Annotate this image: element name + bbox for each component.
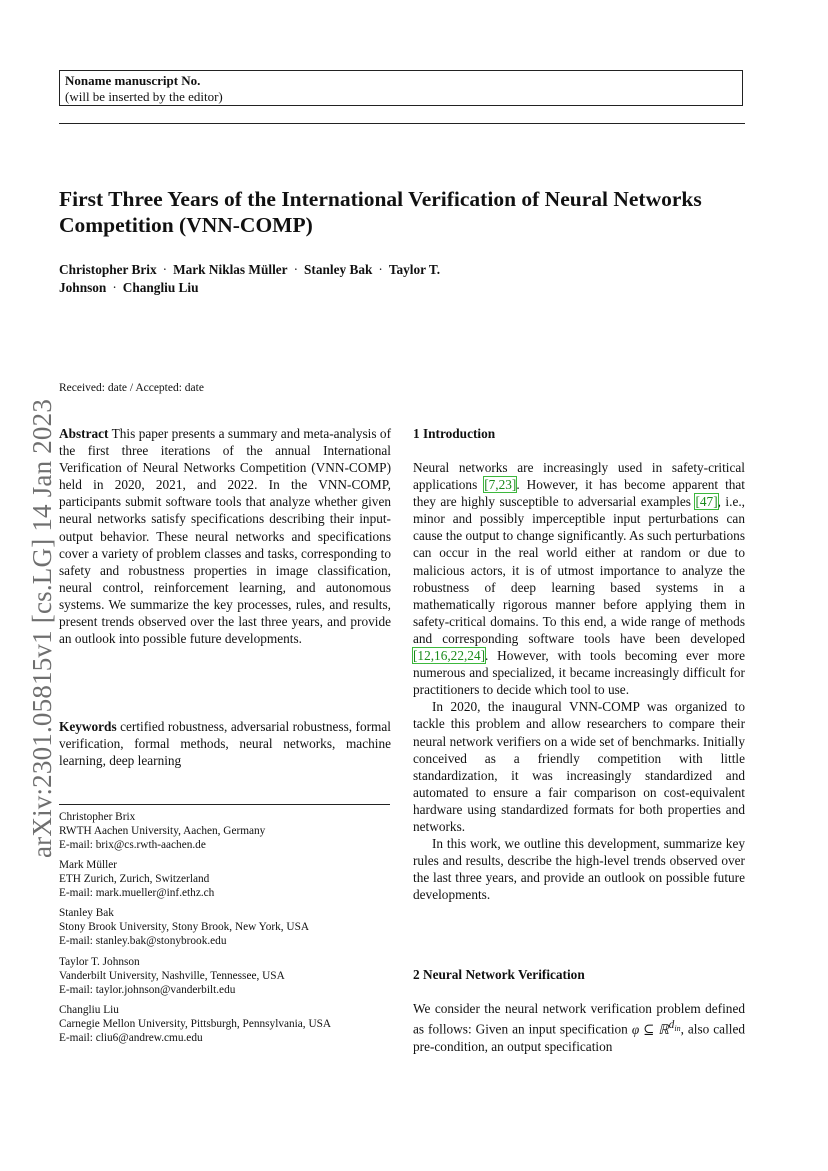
affiliation-institution: Vanderbilt University, Nashville, Tennessee, USA (59, 970, 285, 983)
paragraph-text: Neural networks are increasingly used in safety-critical applications (413, 460, 745, 493)
section-heading: 1 Introduction (413, 426, 496, 441)
affiliation-email[interactable]: E-mail: cliu6@andrew.cmu.edu (59, 1032, 203, 1045)
affiliation-block (59, 810, 399, 853)
manuscript-number: Noname manuscript No. (65, 73, 201, 88)
keywords-label: Keywords (59, 719, 117, 734)
author-separator: · (162, 262, 168, 277)
paragraph-text: , i.e., minor and possibly imperceptible input perturbations can cause the output to change significantly. As such perturbations can occur in the real world either at random or due to malicious actors, it is of utmost importance to analyze the robustness of deep learning based systems in a mathematically rigorous manner before applying them in safety-critical domains. To this end, a wide range of methods and corresponding software tools have been developed (413, 494, 746, 646)
affiliation-name: Taylor T. Johnson (59, 956, 140, 968)
editor-note: (will be inserted by the editor) (65, 89, 223, 104)
affiliation-institution: Carnegie Mellon University, Pittsburgh, Pennsylvania, USA (59, 1018, 332, 1031)
affiliation-name: Christopher Brix (59, 811, 136, 823)
abstract-label: Abstract (59, 426, 109, 441)
citation-link[interactable]: [12,16,22,24] (413, 648, 486, 664)
math-phi: φ ⊆ ℝ (631, 1021, 669, 1037)
affiliation-name: Changliu Liu (59, 1004, 119, 1016)
verification-section (413, 966, 745, 1055)
affiliation-institution: RWTH Aachen University, Aachen, Germany (59, 825, 266, 838)
affiliation-block (59, 1003, 399, 1046)
author-list (59, 261, 559, 297)
abstract-text: This paper presents a summary and meta-analysis of the first three iterations of the annual International Verification of Neural Networks Competition (VNN-COMP) held in 2020, 2021, and 2022. In the VNN-COMP, participants submit software tools that analyze whether given neural networks satisfy specifications describing their input-output behavior. These neural networks and specifications cover a variety of problem classes and tasks, corresponding to safety and robustness properties in image classification, neural control, reinforcement learning, and autonomous systems. We summarize the key processes, rules, and results, present trends observed over the last three years, and provide an outlook into possible future developments. (59, 426, 391, 647)
paragraph (413, 459, 745, 698)
paper-title: First Three Years of the International Verification of Neural Networks Competition (VNN-COMP) (59, 187, 702, 237)
paragraph-text: We consider the neural network verification problem defined as follows: Given an input specification (413, 1001, 745, 1037)
affiliation-email[interactable]: E-mail: taylor.johnson@vanderbilt.edu (59, 984, 236, 997)
author-name: Taylor T. (388, 262, 441, 277)
affiliation-block (59, 858, 399, 901)
received-date: Received: date / Accepted: date (59, 382, 204, 394)
paragraph-text: . However, with tools becoming ever more numerous and specialized, it became increasingly difficult for practitioners to decide which tool to use. (413, 648, 745, 698)
affiliation-institution: Stony Brook University, Stony Brook, New York, USA (59, 921, 310, 934)
footnote-rule (59, 804, 390, 805)
arxiv-stamp: arXiv:2301.05815v1 [cs.LG] 14 Jan 2023 (27, 398, 57, 858)
paragraph: In 2020, the inaugural VNN-COMP was organized to tackle this problem and allow researchers to compare their neural network verifiers on a wide set of benchmarks. Initially conceived as a friendly competition with little standardization, it was increasingly standardized and automated to ensure a fair comparison on cost-equivalent hardware using standardized formats for both properties and networks. (413, 699, 745, 834)
affiliation-email[interactable]: E-mail: brix@cs.rwth-aachen.de (59, 839, 206, 852)
abstract (59, 425, 391, 647)
author-separator: · (378, 262, 383, 277)
keywords-text: certified robustness, adversarial robustness, formal verification, formal methods, neural networks, machine learning, deep learning (59, 719, 391, 769)
author-name: Changliu Liu (122, 280, 199, 295)
paragraph-text: , also called pre-condition, an output specification (413, 1021, 746, 1054)
citation-link[interactable]: [47] (695, 494, 718, 510)
introduction-section (413, 425, 745, 903)
author-name: Mark Niklas Müller (173, 262, 288, 277)
editor-notice-box (59, 70, 743, 106)
affiliation-block (59, 906, 399, 949)
author-separator: · (293, 262, 299, 277)
math-superscript: d (668, 1019, 675, 1032)
keywords (59, 718, 391, 769)
math-subscript: in (674, 1024, 681, 1034)
author-name: Christopher Brix (59, 262, 157, 277)
affiliation-email[interactable]: E-mail: stanley.bak@stonybrook.edu (59, 935, 227, 948)
paragraph (413, 1000, 745, 1055)
affiliation-name: Stanley Bak (59, 907, 114, 919)
math-expression (631, 1019, 681, 1037)
author-separator: · (112, 280, 117, 295)
affiliation-email[interactable]: E-mail: mark.mueller@inf.ethz.ch (59, 887, 215, 900)
author-name: Johnson (59, 280, 107, 295)
affiliation-name: Mark Müller (59, 859, 118, 871)
header-rule (59, 123, 745, 124)
affiliation-block (59, 955, 399, 998)
paragraph: In this work, we outline this development, summarize key rules and results, describe the high-level trends observed over the last three years, and provide an outlook on possible future developments. (413, 836, 745, 903)
author-name: Stanley Bak (304, 262, 373, 277)
paragraph-text: . However, it has become apparent that they are highly susceptible to adversarial examples (413, 477, 746, 510)
citation-link[interactable]: [7,23] (484, 477, 517, 493)
section-heading: 2 Neural Network Verification (413, 967, 585, 982)
affiliation-institution: ETH Zurich, Zurich, Switzerland (59, 873, 210, 886)
